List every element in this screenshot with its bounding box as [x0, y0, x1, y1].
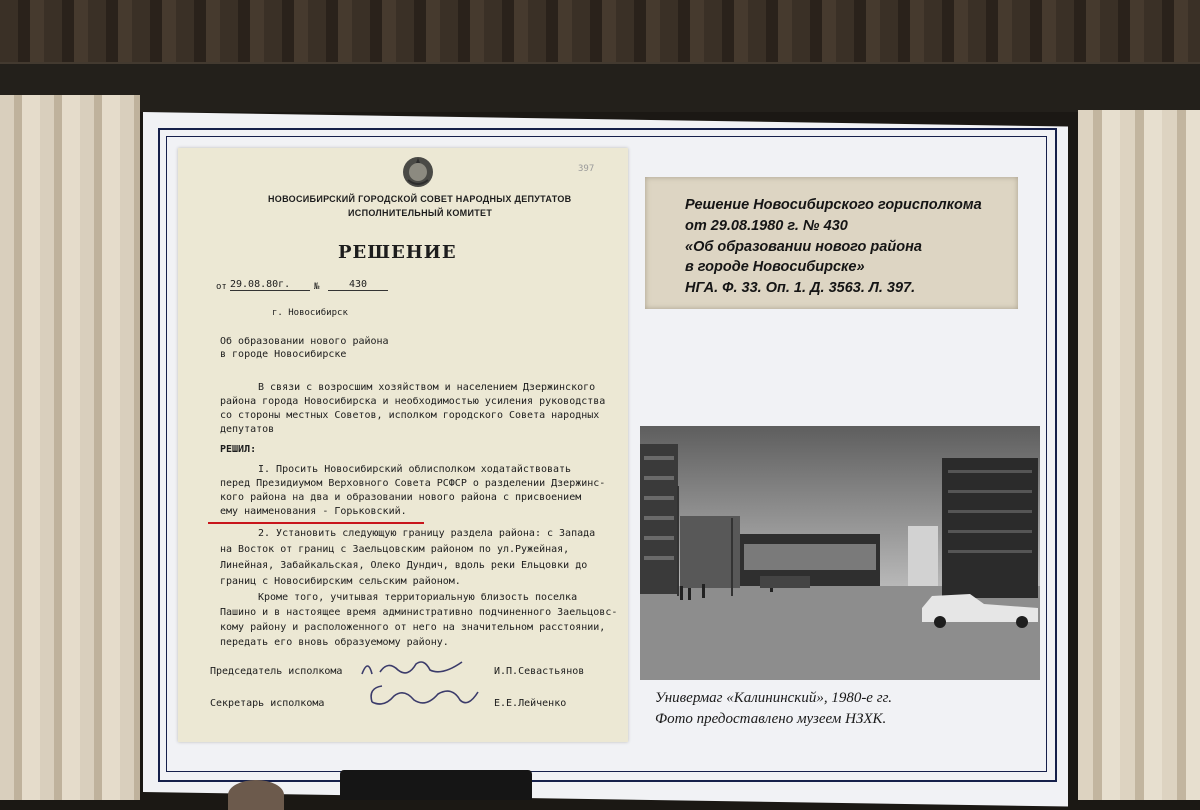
para1-line: со стороны местных Советов, исполком городского Совета народных: [220, 410, 600, 421]
item2-line: 2. Установить следующую границу раздела района: с Запада: [258, 528, 596, 539]
para3-line: Пашино и в настоящее время административно подчиненного Заельцовс-: [220, 607, 618, 618]
para1-line: В связи с возросшим хозяйством и населением Дзержинского: [258, 382, 596, 393]
archival-document: [178, 148, 628, 742]
caption-line: «Об образовании нового района: [685, 239, 922, 255]
para3-line: передать его вновь образуемому району.: [220, 637, 449, 648]
audience-head: [228, 780, 284, 810]
item1-line: перед Президиумом Верховного Совета РСФСР о разделении Дзержинс-: [220, 478, 606, 489]
chairman-name: И.П.Севастьянов: [494, 666, 585, 677]
photo-caption-line-2: Фото предоставлено музеем НЗХК.: [655, 711, 887, 727]
citation-caption: [645, 177, 1018, 309]
document-date: 29.08.80г.: [230, 279, 310, 291]
secretary-title: Секретарь исполкома: [210, 698, 325, 709]
item2-line: Линейная, Забайкальская, Олеко Дундич, вдоль реки Ельцовки до: [220, 560, 588, 571]
date-prefix: от: [216, 282, 227, 292]
para3-line: Кроме того, учитывая территориальную близость поселка: [258, 592, 578, 603]
secretary-signature: [364, 678, 484, 714]
item2-line: на Восток от границ с Заельцовским районом по ул.Ружейная,: [220, 544, 570, 555]
stage-curtain-top: [0, 0, 1200, 62]
photo-image: [640, 426, 1040, 680]
number-prefix: №: [314, 282, 320, 292]
stage-rail: [0, 62, 1200, 112]
curtain-right: [1078, 110, 1200, 800]
para1-line: района города Новосибирска и необходимостью усиления руководства: [220, 396, 606, 407]
chairman-title: Председатель исполкома: [210, 666, 343, 677]
secretary-name: Е.Е.Лейченко: [494, 698, 567, 709]
resolved-label: РЕШИЛ:: [220, 444, 257, 455]
subject-line-1: Об образовании нового района: [220, 336, 389, 347]
red-underline: [208, 522, 424, 524]
para3-line: кому району и расположенного от него на значительном расстоянии,: [220, 622, 606, 633]
coat-of-arms-emblem: [400, 154, 436, 190]
document-title: РЕШЕНИЕ: [338, 242, 457, 263]
item1-line: ему наименования - Горьковский.: [220, 506, 407, 517]
podium: [340, 770, 532, 800]
council-name: НОВОСИБИРСКИЙ ГОРОДСКОЙ СОВЕТ НАРОДНЫХ ДЕПУТАТОВ: [268, 194, 572, 204]
committee-name: ИСПОЛНИТЕЛЬНЫЙ КОМИТЕТ: [348, 208, 493, 218]
caption-line: от 29.08.1980 г. № 430: [685, 218, 848, 234]
curtain-left: [0, 95, 140, 800]
item2-line: границ с Новосибирским сельским районом.: [220, 576, 461, 587]
document-number: 430: [328, 279, 388, 291]
caption-line: в городе Новосибирске»: [685, 259, 865, 275]
historical-photo: [640, 426, 1040, 680]
para1-line: депутатов: [220, 424, 275, 435]
photo-caption-line-1: Универмаг «Калининский», 1980-е гг.: [655, 690, 892, 706]
document-city: г. Новосибирск: [272, 308, 348, 318]
subject-line-2: в городе Новосибирске: [220, 349, 347, 360]
item1-line: I. Просить Новосибирский облисполком ходатайствовать: [258, 464, 572, 475]
item1-line: кого района на два и образовании нового района с присвоением: [220, 492, 582, 503]
page-note: 397: [578, 164, 595, 174]
caption-line: Решение Новосибирского горисполкома: [685, 197, 982, 213]
caption-line: НГА. Ф. 33. Оп. 1. Д. 3563. Л. 397.: [685, 280, 916, 296]
